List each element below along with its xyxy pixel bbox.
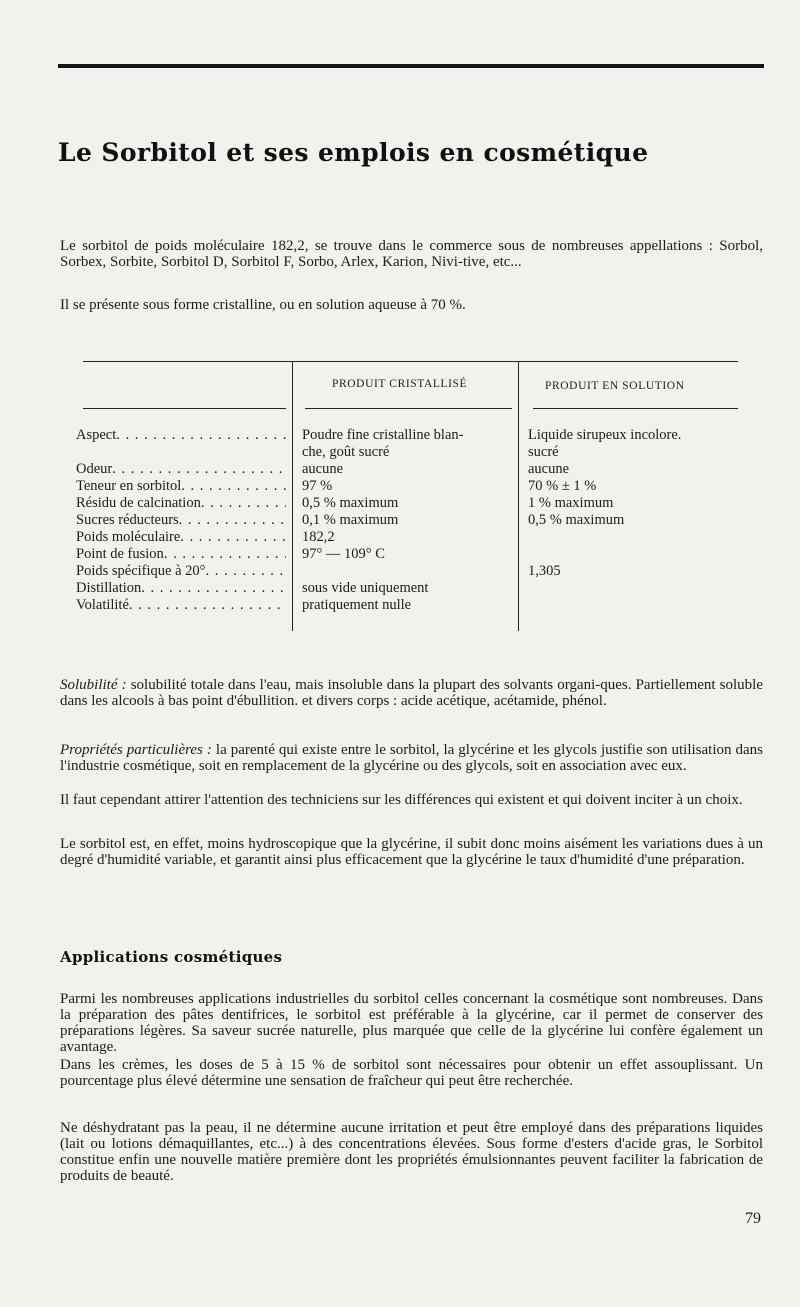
leader-dots	[205, 563, 286, 580]
applications-paragraph-1: Parmi les nombreuses applications industrielles du sorbitol celles concernant la cosmétique sont nombreuses. Dans la préparation des pâtes dentifrices, le sorbitol est préférable à la glycérine, car il permet de conserver des préparations légères. Sa saveur sucrée naturelle, plus marquée que celle de la glycérine lui confère également un avantage.	[60, 991, 763, 1055]
table-cell-solution: 0,5 % maximum	[528, 512, 625, 528]
top-rule	[58, 64, 764, 68]
leader-dots	[180, 529, 286, 546]
table-cell-cristallise: Poudre fine cristalline blan-	[302, 427, 464, 443]
solubilite-lead: Solubilité :	[60, 677, 127, 693]
proprietes-text: la parenté qui existe entre le sorbitol, la glycérine et les glycols justifie son utilisation dans l'industrie cosmétique, soit en remplacement de la glycérine ou des glycols, soit en association avec eux.	[60, 742, 763, 774]
table-row-label	[76, 563, 286, 580]
table-row-label	[76, 580, 286, 597]
table-row-label-text: Volatilité	[76, 597, 129, 613]
table-row-label	[76, 529, 286, 546]
table-row-label-text: Odeur	[76, 461, 113, 477]
table-row-label	[76, 597, 286, 614]
applications-paragraph-2: Dans les crèmes, les doses de 5 à 15 % de sorbitol sont nécessaires pour obtenir un effet assouplissant. Un pourcentage plus élevé détermine une sensation de fraîcheur qui peut être recherchée.	[60, 1057, 763, 1089]
table-cell-cristallise: aucune	[302, 461, 344, 477]
table-divider-2	[518, 361, 519, 631]
table-row-label	[76, 512, 286, 529]
leader-dots	[116, 427, 286, 444]
table-cell-cristallise: sous vide uniquement	[302, 580, 429, 596]
table-row-label	[76, 546, 286, 563]
table-row-label-text: Poids moléculaire	[76, 529, 181, 545]
table-cell-cristallise: 0,5 % maximum	[302, 495, 399, 511]
table-row-label-text: Teneur en sorbitol	[76, 478, 182, 494]
table-cell-solution: aucune	[528, 461, 570, 477]
table-cell-solution: 1 % maximum	[528, 495, 614, 511]
solubilite-paragraph	[60, 677, 763, 709]
intro-paragraph-2: Il se présente sous forme cristalline, ou en solution aqueuse à 70 %.	[60, 297, 466, 313]
table-cell-solution: 70 % ± 1 %	[528, 478, 597, 494]
table-cell-cristallise: che, goût sucré	[302, 444, 390, 460]
solubilite-text: solubilité totale dans l'eau, mais insoluble dans la plupart des solvants organi-ques. Partiellement soluble dans les alcools à bas point d'ébullition. et divers corps : acide acétique, acétamide, phénol.	[60, 677, 763, 709]
table-cell-cristallise: 182,2	[302, 529, 335, 545]
table-divider-1	[292, 361, 293, 631]
table-head-rule-3	[533, 408, 738, 409]
table-row-label	[76, 461, 286, 478]
proprietes-paragraph-3: Le sorbitol est, en effet, moins hydroscopique que la glycérine, il subit donc moins aisément les variations dues à un degré d'humidité variable, et garantit ainsi plus efficacement que la glycérine le taux d'humidité d'une préparation.	[60, 836, 763, 868]
table-cell-solution: 1,305	[528, 563, 561, 579]
applications-paragraph-3: Ne déshydratant pas la peau, il ne détermine aucune irritation et peut être employé dans des préparations liquides (lait ou lotions démaquillantes, etc...) à des concentrations élevées. Sous forme d'esters d'acide gras, le Sorbitol constitue enfin une nouvelle matière première dont les propriétés émulsionnantes peuvent faciliter la fabrication de produits de beauté.	[60, 1120, 763, 1184]
leader-dots	[164, 546, 286, 563]
table-row-label	[76, 427, 286, 444]
page-number: 79	[745, 1210, 761, 1227]
table-cell-cristallise: 97 %	[302, 478, 333, 494]
leader-dots	[129, 597, 286, 614]
proprietes-lead: Propriétés particulières :	[60, 742, 212, 758]
table-header-cristallise: PRODUIT CRISTALLISÉ	[332, 378, 468, 390]
table-cell-solution: Liquide sirupeux incolore.	[528, 427, 682, 443]
table-head-rule-2	[305, 408, 512, 409]
table-cell-cristallise: pratiquement nulle	[302, 597, 412, 613]
table-row-label	[76, 495, 286, 512]
table-top-rule	[83, 361, 738, 362]
table-row-label-text: Distillation	[76, 580, 142, 596]
table-head-rule-1	[83, 408, 286, 409]
applications-title: Applications cosmétiques	[60, 948, 283, 966]
table-cell-solution: sucré	[528, 444, 559, 460]
leader-dots	[181, 478, 286, 495]
leader-dots	[201, 495, 286, 512]
proprietes-paragraph	[60, 742, 763, 774]
table-row-label-text: Aspect	[76, 427, 117, 443]
intro-paragraph: Le sorbitol de poids moléculaire 182,2, se trouve dans le commerce sous de nombreuses appellations : Sorbol, Sorbex, Sorbite, Sorbitol D, Sorbitol F, Sorbo, Arlex, Karion, Nivi-tive, etc...	[60, 238, 763, 270]
table-row-label-text: Point de fusion	[76, 546, 164, 562]
table-header-solution: PRODUIT EN SOLUTION	[545, 380, 685, 392]
leader-dots	[179, 512, 286, 529]
table-cell-cristallise: 0,1 % maximum	[302, 512, 399, 528]
table-row-label	[76, 478, 286, 495]
leader-dots	[112, 461, 286, 478]
table-row-label-text: Sucres réducteurs	[76, 512, 179, 528]
article-title: Le Sorbitol et ses emplois en cosmétique	[58, 138, 649, 167]
proprietes-paragraph-2: Il faut cependant attirer l'attention des techniciens sur les différences qui existent et qui doivent inciter à un choix.	[60, 792, 743, 808]
table-cell-cristallise: 97° — 109° C	[302, 546, 385, 562]
table-row-label-text: Résidu de calcination	[76, 495, 201, 511]
leader-dots	[141, 580, 286, 597]
table-row-label-text: Poids spécifique à 20°	[76, 563, 206, 579]
